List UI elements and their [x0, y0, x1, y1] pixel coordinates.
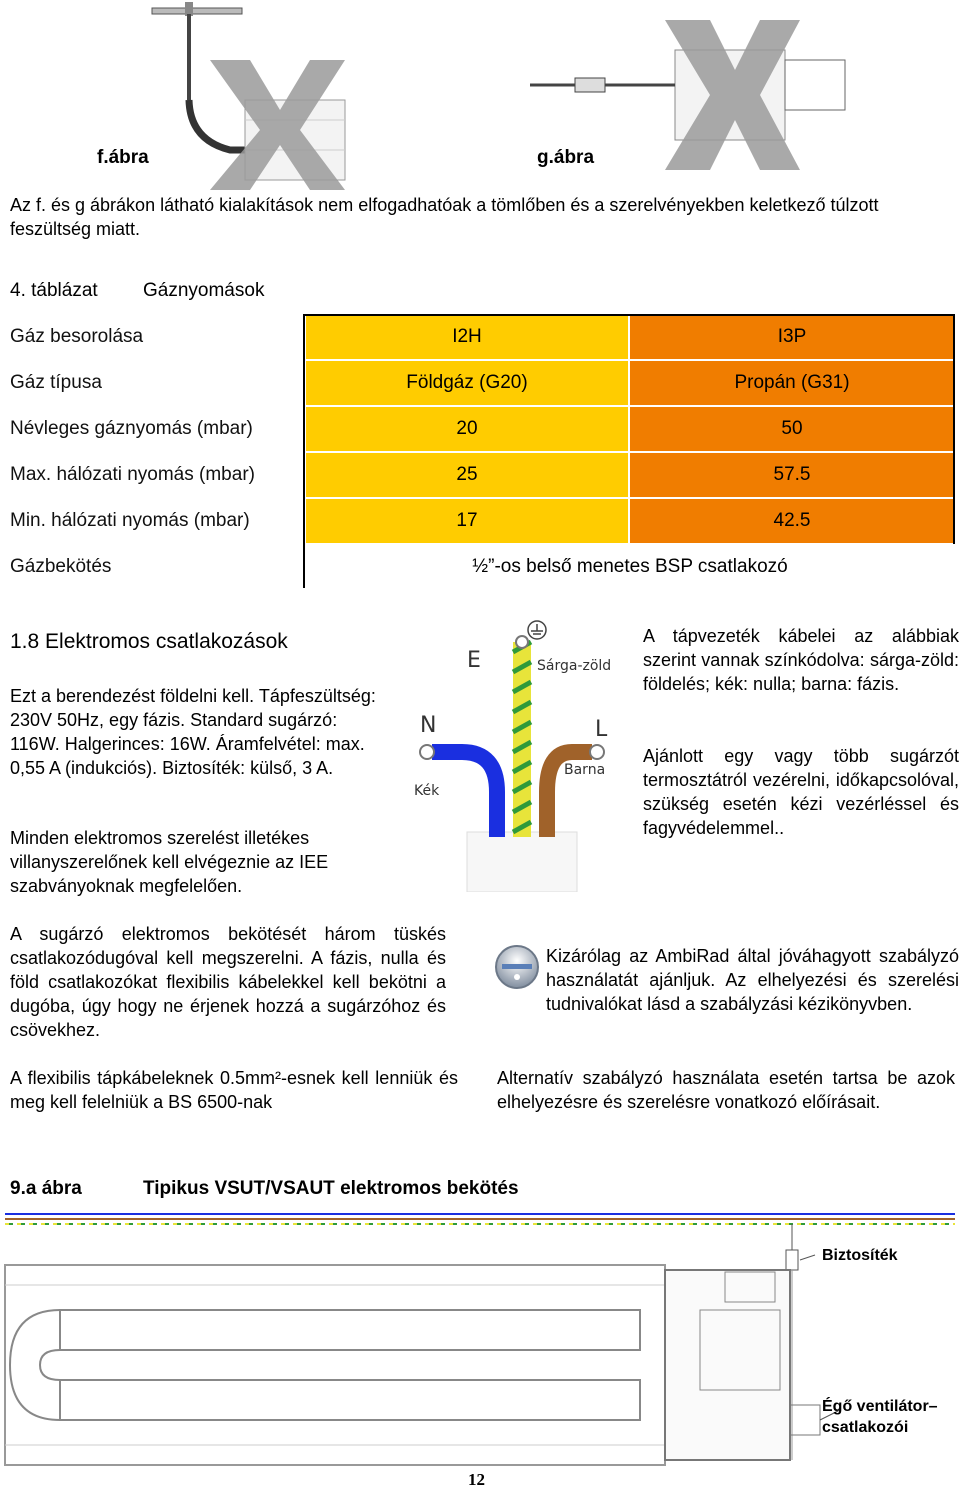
para-plug-wiring: A sugárzó elektromos bekötését három tüskés csatlakozódugóval kell megszerelni. A fázis, nulla és föld csatlakozókat flexibilis kábelekkel kell bekötni a dugóba, úgy hogy ne érjenek hozzá a sugárzóhoz és csövekhez.: [10, 924, 446, 1040]
wire-label-e: E: [467, 648, 481, 673]
cell-i3p: Propán (G31): [630, 361, 954, 405]
para-cable-spec: A flexibilis tápkábeleknek 0.5mm²-esnek kell lenniük és meg kell felelniük a BS 6500-nak: [10, 1068, 458, 1112]
cell-i3p: 42.5: [630, 499, 954, 543]
table-row: [0, 360, 960, 406]
table-number: 4. táblázat: [10, 280, 98, 301]
intro-text: Az f. és g ábrákon látható kialakítások nem elfogadhatóak a tömlőben és a szerelvényekben keletkező túlzott feszültség miatt.: [10, 195, 879, 239]
cell-i2h: I2H: [306, 315, 628, 359]
table-row: [0, 406, 960, 452]
section-heading: 1.8 Elektromos csatlakozások: [10, 630, 288, 653]
figure9-title: Tipikus VSUT/VSAUT elektromos bekötés: [143, 1178, 519, 1199]
figure9-wiring-illustration: [0, 1210, 960, 1470]
right-para-1: A tápvezeték kábelei az alábbiak szerint vannak színkódolva: sárga-zöld: földelés; kék: nulla; barna: fázis.: [643, 626, 959, 694]
row-label: Névleges gáznyomás (mbar): [10, 418, 253, 439]
table-row: [0, 452, 960, 498]
row-label: Gázbekötés: [10, 556, 112, 577]
gas-pressure-table: [0, 314, 960, 588]
row-label: Gáz besorolása: [10, 326, 144, 347]
row-label: Min. hálózati nyomás (mbar): [10, 510, 250, 531]
wire-text-live: Barna: [564, 762, 606, 778]
para-ambirad: Kizárólag az AmbiRad által jóváhagyott szabályzó használatát ajánljuk. Az elhelyezési és szerelési tudnivalókat lásd a szabályzási kézikönyvben.: [546, 946, 959, 1014]
cell-i3p: 50: [630, 407, 954, 451]
table-title: Gáznyomások: [143, 280, 265, 301]
fan-connector-label: Égő ventilátor– csatlakozói: [822, 1398, 938, 1436]
fuse-label: Biztosíték: [822, 1247, 898, 1264]
wire-label-l: L: [595, 717, 608, 742]
figure-f-illustration: [150, 0, 350, 190]
wire-text-earth: Sárga-zöld: [537, 658, 612, 674]
cell-gas-connection: ½”-os belső menetes BSP csatlakozó: [472, 556, 788, 577]
row-label: Gáz típusa: [10, 372, 102, 393]
figure-g-caption: g.ábra: [537, 147, 595, 168]
left-para-1: Ezt a berendezést földelni kell. Tápfeszültség: 230V 50Hz, egy fázis. Standard sugárzó: 116W. Halgerinces: 16W. Áramfelvétel: max. 0,55 A (indukciós). Biztosíték: külső, 3 A.: [10, 686, 376, 778]
left-para-2: Minden elektromos szerelést illetékes villanyszerelőnek kell elvégeznie az IEE szabványoknak megfelelően.: [10, 828, 329, 896]
cell-i2h: 17: [306, 499, 628, 543]
info-icon: [494, 944, 540, 990]
figure-g-illustration: [525, 10, 865, 170]
wire-label-n: N: [420, 713, 437, 738]
table-row: [0, 498, 960, 544]
wire-color-diagram: [412, 612, 637, 892]
para-alt-controller: Alternatív szabályzó használata esetén tartsa be azok elhelyezésre és szerelésre vonatkozó előírásait.: [497, 1068, 955, 1112]
table-border-left-label: [303, 314, 305, 588]
table-row: [0, 544, 960, 590]
table-border-right: [953, 314, 955, 544]
figure-f-caption: f.ábra: [97, 147, 149, 168]
table-border-top: [303, 314, 955, 316]
right-para-2: Ajánlott egy vagy több sugárzót termosztátról vezérelni, időkapcsolóval, szükség esetén kézi vezérléssel és fagyvédelemmel..: [643, 746, 959, 838]
table-row: [0, 314, 960, 360]
wire-text-neutral: Kék: [414, 783, 440, 799]
cell-i3p: 57.5: [630, 453, 954, 497]
cell-i2h: Földgáz (G20): [306, 361, 628, 405]
cell-i3p: I3P: [630, 315, 954, 359]
cell-i2h: 25: [306, 453, 628, 497]
figure9-number: 9.a ábra: [10, 1178, 82, 1199]
cell-i2h: 20: [306, 407, 628, 451]
page-number: 12: [468, 1470, 485, 1489]
row-label: Max. hálózati nyomás (mbar): [10, 464, 255, 485]
